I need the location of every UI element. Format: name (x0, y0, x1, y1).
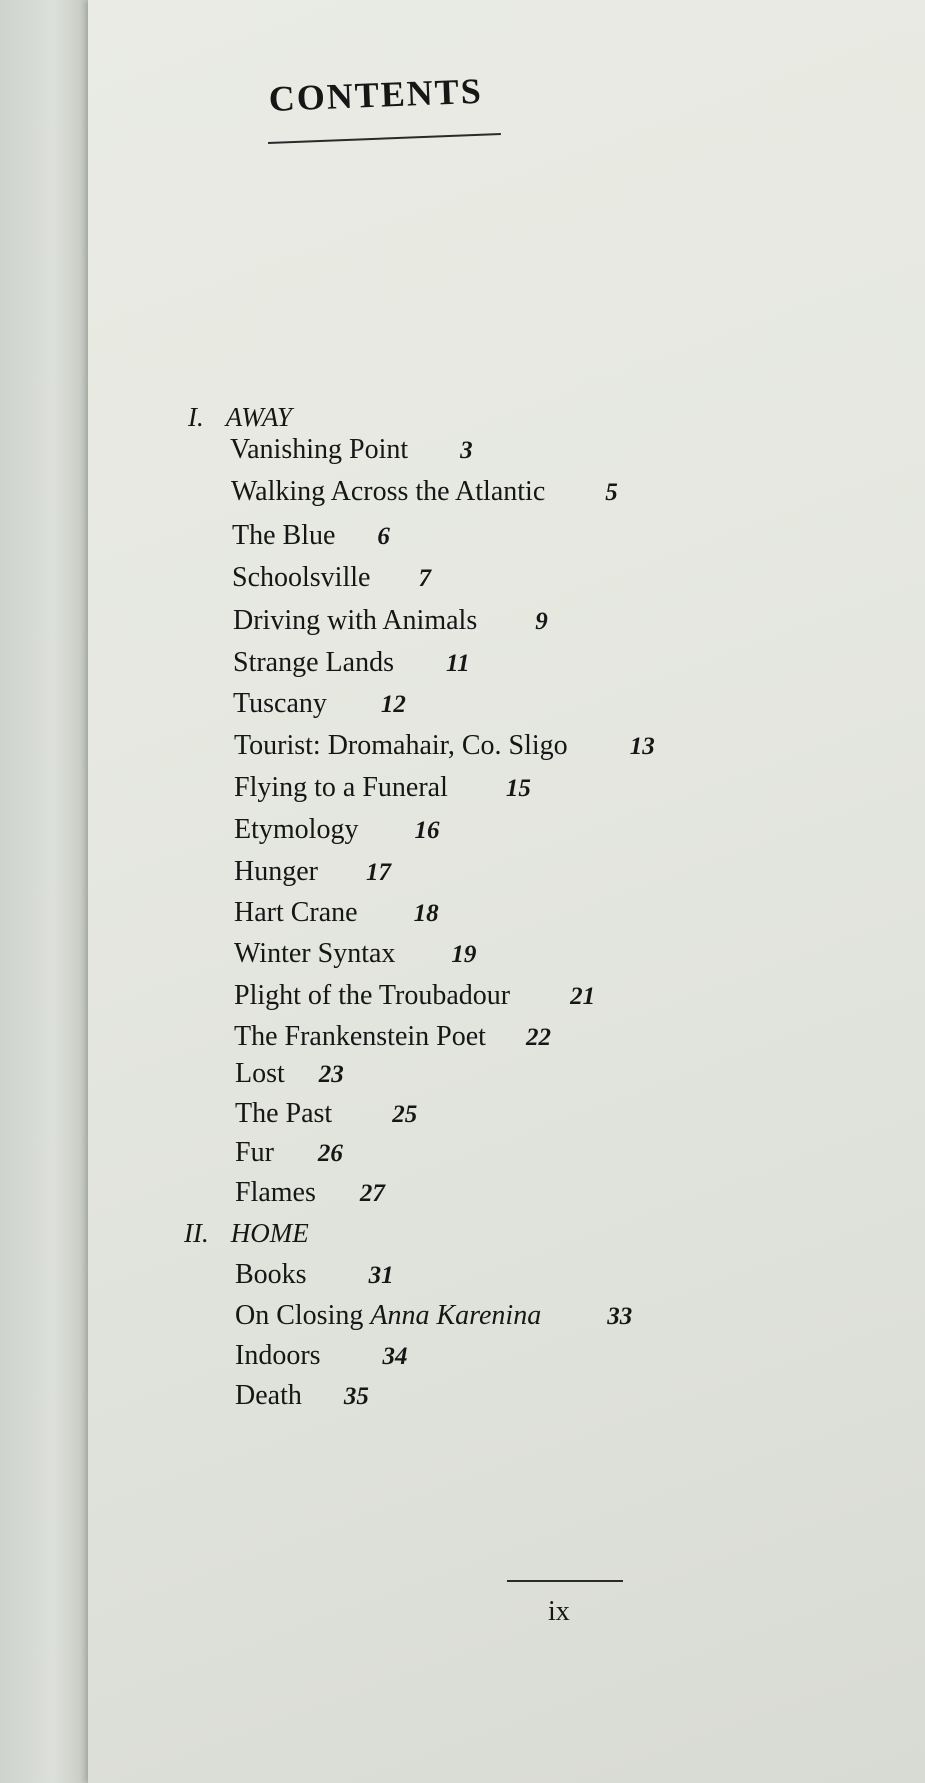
entry-title: Hunger (234, 856, 318, 887)
toc-entry (233, 647, 470, 679)
entry-title: Hart Crane (234, 897, 358, 928)
footer-rule (507, 1580, 623, 1582)
toc-entry (234, 1021, 551, 1053)
entry-title: Plight of the Troubadour (234, 980, 511, 1011)
section-heading-away (188, 402, 292, 433)
entry-page: 25 (392, 1101, 418, 1128)
toc-entry (234, 897, 439, 929)
entry-title: Flames (235, 1177, 316, 1208)
entry-page: 6 (377, 523, 390, 550)
toc-entry (235, 1300, 632, 1332)
toc-entry (233, 688, 406, 720)
entry-page: 11 (445, 650, 470, 677)
entry-page: 12 (380, 691, 406, 718)
entry-title: Vanishing Point (230, 434, 409, 465)
toc-entry (235, 1137, 343, 1169)
entry-page: 5 (605, 479, 618, 506)
entry-title: The Past (235, 1098, 333, 1129)
entry-page: 7 (418, 565, 431, 592)
entry-title: Fur (235, 1137, 274, 1168)
toc-entry (235, 1259, 394, 1291)
toc-entry (235, 1098, 417, 1130)
entry-title: Winter Syntax (234, 938, 396, 969)
entry-page: 19 (451, 941, 477, 968)
entry-title-prefix: On Closing (235, 1300, 371, 1331)
entry-page: 9 (535, 608, 548, 635)
entry-page: 31 (368, 1262, 394, 1289)
entry-page: 35 (343, 1383, 369, 1410)
entry-title: Lost (235, 1058, 285, 1089)
entry-page: 22 (525, 1024, 551, 1051)
toc-entry (234, 730, 655, 762)
toc-entry (234, 856, 391, 888)
toc-entry (232, 562, 431, 594)
toc-entry (234, 980, 595, 1012)
entry-title: The Blue (232, 520, 336, 551)
entry-title: Death (235, 1380, 302, 1411)
entry-title: The Frankenstein Poet (234, 1021, 486, 1052)
toc-entry (235, 1177, 385, 1209)
toc-entry (235, 1340, 408, 1372)
entry-title: Schoolsville (232, 562, 371, 593)
title-underline (268, 133, 501, 144)
entry-page: 17 (365, 859, 391, 886)
toc-entry (231, 476, 618, 508)
section-numeral: II. (184, 1218, 209, 1248)
entry-title: Strange Lands (233, 647, 394, 678)
entry-title: Walking Across the Atlantic (231, 476, 546, 507)
section-name: HOME (230, 1218, 309, 1248)
entry-page: 18 (413, 900, 439, 927)
page-number: ix (548, 1596, 570, 1627)
entry-title-italic: Anna Karenina (370, 1300, 542, 1331)
book-page (88, 0, 925, 1783)
toc-entry (234, 938, 476, 970)
entry-title: Driving with Animals (233, 605, 478, 636)
entry-title: Books (235, 1259, 307, 1290)
toc-entry (232, 520, 390, 552)
entry-page: 27 (359, 1180, 385, 1207)
section-heading-home (184, 1218, 309, 1249)
entry-page: 16 (414, 817, 440, 844)
entry-page: 26 (317, 1140, 343, 1167)
toc-entry (233, 605, 548, 637)
entry-page: 3 (460, 437, 473, 464)
entry-title (235, 1300, 541, 1332)
entry-page: 13 (629, 733, 655, 760)
facing-page-edge (0, 0, 90, 1783)
toc-entry (234, 814, 439, 846)
entry-page: 34 (382, 1343, 408, 1370)
entry-title: Tuscany (233, 688, 327, 719)
toc-entry (234, 772, 531, 804)
entry-page: 21 (570, 983, 596, 1010)
toc-entry (230, 434, 473, 466)
page-title: CONTENTS (268, 70, 484, 119)
entry-title: Flying to a Funeral (234, 772, 448, 803)
toc-entry (235, 1380, 369, 1412)
toc-entry (235, 1058, 344, 1090)
section-name: AWAY (225, 402, 292, 432)
entry-title: Etymology (234, 814, 359, 845)
entry-page: 23 (318, 1061, 344, 1088)
section-numeral: I. (188, 402, 204, 432)
entry-page: 15 (505, 775, 531, 802)
entry-page: 33 (607, 1303, 633, 1330)
entry-title: Tourist: Dromahair, Co. Sligo (234, 730, 568, 761)
entry-title: Indoors (235, 1340, 321, 1371)
